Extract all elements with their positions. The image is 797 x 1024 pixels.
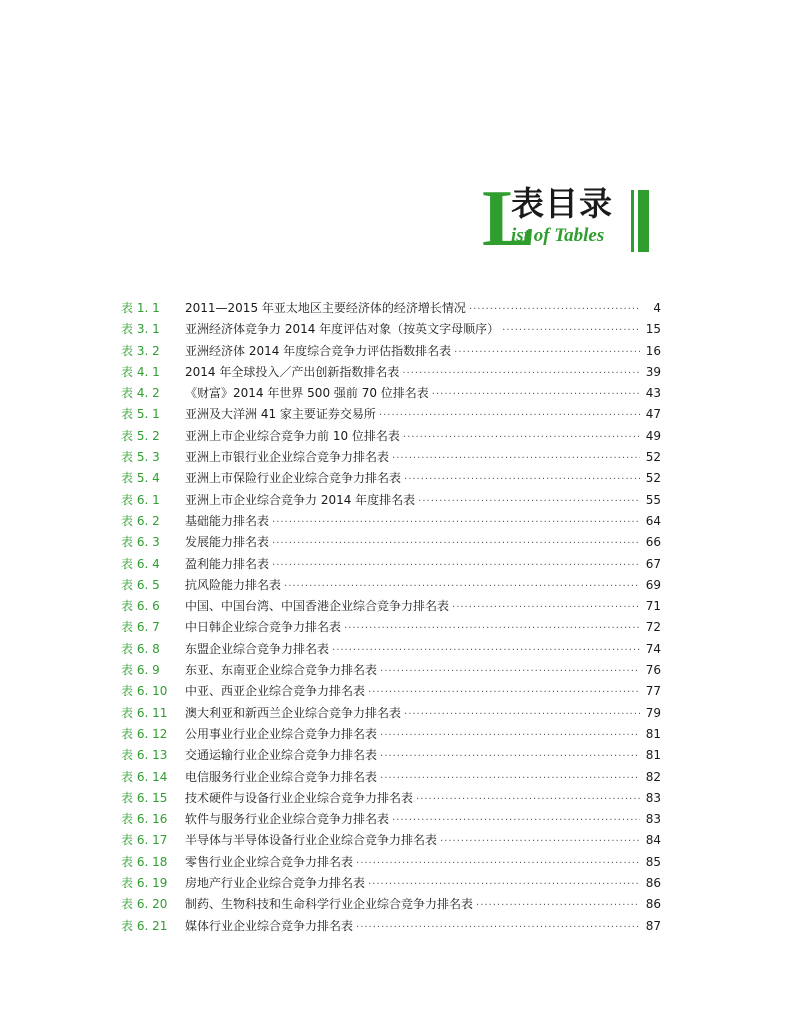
toc-entry-number: 表 6. 21: [121, 918, 168, 933]
toc-entry-title: 软件与服务行业企业综合竞争力排名表: [185, 812, 390, 827]
toc-dot-leader: [356, 853, 640, 874]
toc-entry-page: 83: [645, 790, 661, 805]
toc-entry[interactable]: [121, 511, 661, 532]
toc-entry-number: 表 6. 12: [121, 726, 168, 741]
toc-entry-page: 85: [645, 854, 661, 869]
toc-entry-number: 表 5. 2: [121, 428, 160, 443]
toc-entry-number: 表 6. 6: [121, 599, 160, 614]
toc-entry-page: 43: [645, 386, 661, 401]
toc-dot-leader: [356, 917, 640, 938]
toc-entry-page: 39: [645, 364, 661, 379]
toc-entry-number: 表 6. 4: [121, 556, 160, 571]
toc-dot-leader: [502, 320, 640, 341]
toc-entry-number: 表 6. 20: [121, 897, 168, 912]
toc-entry[interactable]: [121, 298, 661, 319]
toc-entry-title: 中国、中国台湾、中国香港企业综合竞争力排名表: [185, 599, 450, 614]
toc-entry-number: 表 5. 3: [121, 450, 160, 465]
toc-entry-number: 表 4. 2: [121, 386, 160, 401]
toc-dot-leader: [403, 427, 640, 448]
toc-dot-leader: [380, 768, 640, 789]
toc-dot-leader: [418, 491, 640, 512]
toc-dot-leader: [380, 746, 640, 767]
toc-entry[interactable]: [121, 426, 661, 447]
toc-entry-page: 82: [645, 769, 661, 784]
toc-entry[interactable]: [121, 490, 661, 511]
toc-entry-page: 77: [645, 684, 661, 699]
toc-entry-page: 74: [645, 641, 661, 656]
toc-entry-title: 媒体行业企业综合竞争力排名表: [185, 918, 354, 933]
toc-entry[interactable]: [121, 639, 661, 660]
toc-dot-leader: [379, 405, 640, 426]
toc-entry-page: 79: [645, 705, 661, 720]
toc-entry-page: 86: [645, 876, 661, 891]
toc-entry-number: 表 6. 5: [121, 577, 160, 592]
toc-dot-leader: [404, 704, 640, 725]
toc-entry-page: 52: [645, 471, 661, 486]
toc-entry-number: 表 6. 16: [121, 812, 168, 827]
toc-entry-page: 15: [645, 322, 661, 337]
toc-entry[interactable]: [121, 681, 661, 702]
toc-dot-leader: [284, 576, 640, 597]
toc-dot-leader: [476, 895, 640, 916]
toc-entry-number: 表 5. 1: [121, 407, 160, 422]
toc-entry-title: 发展能力排名表: [185, 535, 270, 550]
toc-entry-page: 86: [645, 897, 661, 912]
toc-entry-number: 表 6. 17: [121, 833, 168, 848]
toc-entry-page: 87: [645, 918, 661, 933]
toc-entry[interactable]: [121, 724, 661, 745]
toc-entry-page: 83: [645, 812, 661, 827]
page-title: 表目录: [511, 184, 613, 223]
toc-entry-title: 澳大利亚和新西兰企业综合竞争力排名表: [185, 705, 402, 720]
toc-entry[interactable]: [121, 319, 661, 340]
toc-entry[interactable]: [121, 596, 661, 617]
toc-entry-title: 《财富》2014 年世界 500 强前 70 位排名表: [185, 386, 429, 401]
decorative-bar-thick: [638, 190, 649, 252]
toc-entry[interactable]: [121, 404, 661, 425]
toc-entry-page: 71: [645, 599, 661, 614]
toc-entry[interactable]: [121, 852, 661, 873]
toc-dot-leader: [368, 682, 640, 703]
toc-entry-title: 半导体与半导体设备行业企业综合竞争力排名表: [185, 833, 438, 848]
toc-entry[interactable]: [121, 916, 661, 937]
toc-entry-page: 55: [645, 492, 661, 507]
toc-entry-number: 表 6. 13: [121, 748, 168, 763]
toc-entry-page: 76: [645, 663, 661, 678]
toc-dot-leader: [469, 299, 640, 320]
toc-entry[interactable]: [121, 383, 661, 404]
toc-entry-number: 表 3. 2: [121, 343, 160, 358]
toc-dot-leader: [416, 789, 640, 810]
toc-entry[interactable]: [121, 575, 661, 596]
toc-entry-number: 表 6. 11: [121, 705, 168, 720]
toc-entry[interactable]: [121, 554, 661, 575]
toc-entry[interactable]: [121, 362, 661, 383]
toc-entry-title: 技术硬件与设备行业企业综合竞争力排名表: [185, 790, 414, 805]
toc-entry-page: 49: [645, 428, 661, 443]
toc-dot-leader: [392, 448, 640, 469]
toc-entry-title: 电信服务行业企业综合竞争力排名表: [185, 769, 378, 784]
toc-entry-page: 69: [645, 577, 661, 592]
toc-entry-title: 亚洲上市保险行业企业综合竞争力排名表: [185, 471, 402, 486]
toc-dot-leader: [332, 640, 640, 661]
toc-entry-title: 东亚、东南亚企业综合竞争力排名表: [185, 663, 378, 678]
toc-dot-leader: [404, 469, 640, 490]
toc-entry-page: 81: [645, 748, 661, 763]
toc-entry-page: 4: [653, 301, 661, 315]
toc-entry-title: 抗风险能力排名表: [185, 577, 282, 592]
toc-dot-leader: [402, 363, 640, 384]
toc-entry-title: 中日韩企业综合竞争力排名表: [185, 620, 342, 635]
toc-entry-title: 房地产行业企业综合竞争力排名表: [185, 876, 366, 891]
toc-entry[interactable]: [121, 617, 661, 638]
toc-entry-number: 表 5. 4: [121, 471, 160, 486]
toc-entry[interactable]: [121, 767, 661, 788]
toc-dot-leader: [272, 533, 640, 554]
toc-entry-title: 基础能力排名表: [185, 513, 270, 528]
toc-entry-title: 2014 年全球投入／产出创新指数排名表: [185, 364, 400, 379]
toc-entry-page: 72: [645, 620, 661, 635]
toc-entry-number: 表 6. 9: [121, 663, 160, 678]
toc-entry-number: 表 6. 7: [121, 620, 160, 635]
toc-entry-number: 表 6. 18: [121, 854, 168, 869]
toc-dot-leader: [432, 384, 640, 405]
toc-entry-title: 亚洲上市银行业企业综合竞争力排名表: [185, 450, 390, 465]
header-initial-letter: L: [482, 175, 536, 263]
toc-entry-number: 表 6. 3: [121, 535, 160, 550]
toc-entry-page: 52: [645, 450, 661, 465]
toc-entry-title: 公用事业行业企业综合竞争力排名表: [185, 726, 378, 741]
toc-entry-number: 表 6. 15: [121, 790, 168, 805]
toc-dot-leader: [392, 810, 640, 831]
toc-dot-leader: [452, 597, 640, 618]
toc-entry-title: 东盟企业综合竞争力排名表: [185, 641, 330, 656]
toc-entry-number: 表 4. 1: [121, 364, 160, 379]
toc-entry-page: 84: [645, 833, 661, 848]
toc-entry[interactable]: [121, 788, 661, 809]
toc-entry-number: 表 6. 1: [121, 492, 160, 507]
toc-entry[interactable]: [121, 894, 661, 915]
toc-entry[interactable]: [121, 809, 661, 830]
toc-entry-title: 零售行业企业综合竞争力排名表: [185, 854, 354, 869]
toc-entry-title: 中亚、西亚企业综合竞争力排名表: [185, 684, 366, 699]
toc-entry[interactable]: [121, 468, 661, 489]
toc-entry-page: 47: [645, 407, 661, 422]
decorative-bar-thin: [631, 190, 634, 252]
page-subtitle: ist of Tables: [511, 225, 605, 246]
toc-entry-title: 亚洲上市企业综合竞争力 2014 年度排名表: [185, 492, 416, 507]
toc-entry-number: 表 3. 1: [121, 322, 160, 337]
toc-entry-title: 亚洲及大洋洲 41 家主要证券交易所: [185, 407, 376, 422]
toc-entry[interactable]: [121, 660, 661, 681]
toc-entry-title: 制药、生物科技和生命科学行业企业综合竞争力排名表: [185, 897, 474, 912]
toc-entry-title: 盈利能力排名表: [185, 556, 270, 571]
toc-entry-page: 64: [645, 513, 661, 528]
toc-entry[interactable]: [121, 532, 661, 553]
toc-entry-page: 67: [645, 556, 661, 571]
toc-entry-page: 16: [645, 343, 661, 358]
toc-dot-leader: [368, 874, 640, 895]
toc-entry-title: 2011—2015 年亚太地区主要经济体的经济增长情况: [185, 301, 466, 315]
toc-dot-leader: [344, 618, 640, 639]
table-of-contents-list: [121, 298, 661, 937]
toc-dot-leader: [272, 555, 640, 576]
toc-entry-number: 表 6. 2: [121, 513, 160, 528]
toc-dot-leader: [440, 831, 640, 852]
toc-entry-number: 表 6. 19: [121, 876, 168, 891]
toc-entry[interactable]: [121, 745, 661, 766]
toc-entry-title: 交通运输行业企业综合竞争力排名表: [185, 748, 378, 763]
toc-entry-title: 亚洲经济体 2014 年度综合竞争力评估指数排名表: [185, 343, 452, 358]
toc-entry[interactable]: [121, 830, 661, 851]
toc-dot-leader: [380, 725, 640, 746]
toc-dot-leader: [272, 512, 640, 533]
toc-entry[interactable]: [121, 447, 661, 468]
toc-entry[interactable]: [121, 873, 661, 894]
toc-dot-leader: [380, 661, 640, 682]
toc-entry-number: 表 6. 10: [121, 684, 168, 699]
toc-entry-page: 66: [645, 535, 661, 550]
list-of-tables-header: [482, 175, 662, 263]
toc-entry-page: 81: [645, 726, 661, 741]
toc-entry-number: 表 1. 1: [121, 301, 160, 315]
toc-entry[interactable]: [121, 703, 661, 724]
toc-entry-number: 表 6. 8: [121, 641, 160, 656]
toc-entry-title: 亚洲上市企业综合竞争力前 10 位排名表: [185, 428, 400, 443]
toc-entry-title: 亚洲经济体竞争力 2014 年度评估对象（按英文字母顺序）: [185, 322, 500, 337]
toc-dot-leader: [454, 342, 640, 363]
toc-entry-number: 表 6. 14: [121, 769, 168, 784]
toc-entry[interactable]: [121, 341, 661, 362]
